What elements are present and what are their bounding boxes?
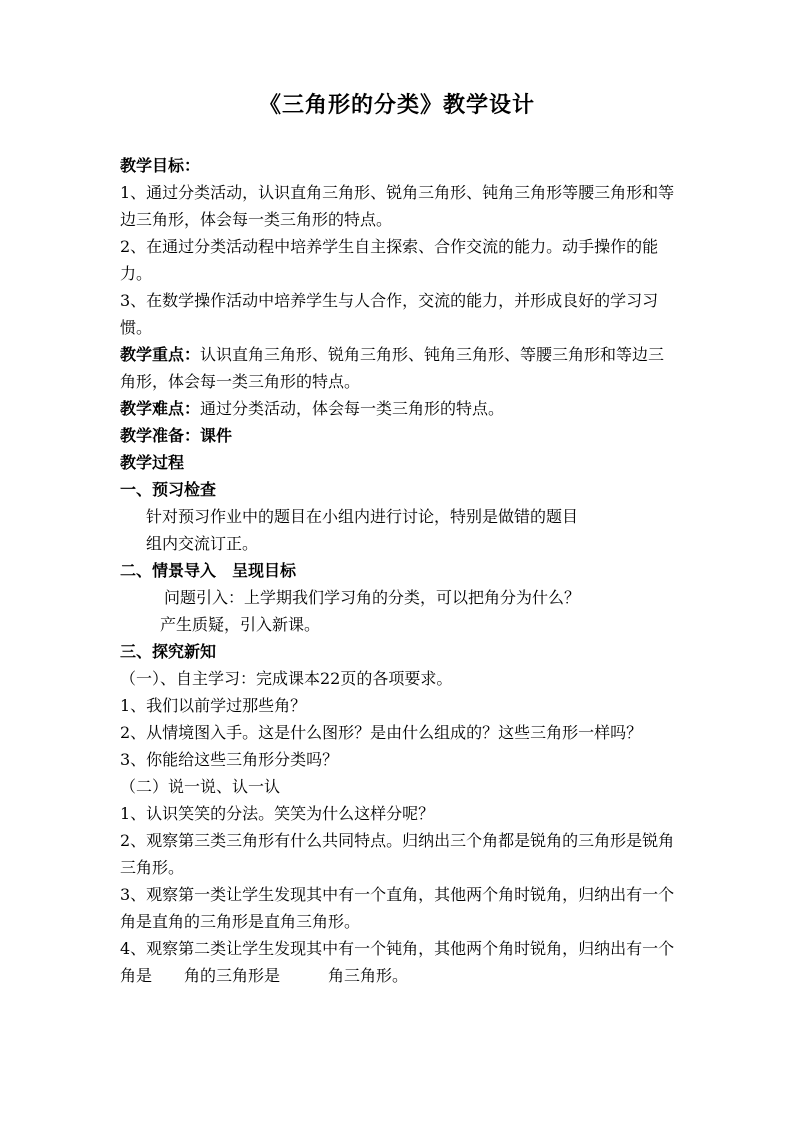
section-2-text-line-1: 问题引入：上学期我们学习角的分类，可以把角分为什么？ bbox=[164, 588, 581, 607]
subsection-2-heading: （二）说一说、认一认 bbox=[120, 777, 281, 796]
difficulty-label: 教学难点： bbox=[120, 399, 201, 418]
question-2: 2、从情境图入手。这是什么图形？是由什么组成的？这些三角形一样吗？ bbox=[120, 723, 643, 742]
key-points bbox=[120, 341, 680, 395]
goal-1: 1、通过分类活动，认识直角三角形、锐角三角形、钝角三角形等腰三角形和等边三角形，体会每一类三角形的特点。 bbox=[120, 183, 675, 229]
document-body bbox=[120, 152, 680, 989]
section-2-text-line-2: 产生质疑，引入新课。 bbox=[160, 615, 321, 634]
document-title: 《三角形的分类》教学设计 bbox=[258, 93, 535, 118]
step-1: 1、认识笑笑的分法。笑笑为什么这样分呢？ bbox=[120, 804, 435, 823]
goal-3: 3、在数学操作活动中培养学生与人合作，交流的能力，并形成良好的学习习惯。 bbox=[120, 291, 659, 337]
section-1-heading: 一、预习检查 bbox=[120, 480, 217, 499]
key-points-text: 认识直角三角形、锐角三角形、钝角三角形、等腰三角形和等边三角形，体会每一类三角形的特点。 bbox=[120, 345, 665, 391]
section-2-heading: 二、情景导入 呈现目标 bbox=[120, 561, 297, 580]
step-2: 2、观察第三类三角形有什么共同特点。归纳出三个角都是锐角的三角形是锐角三角形。 bbox=[120, 831, 675, 877]
step-4: 4、观察第二类让学生发现其中有一个钝角，其他两个角时锐角，归纳出有一个角是 角的三角形是 角三角形。 bbox=[120, 939, 675, 985]
goal-2: 2、在通过分类活动程中培养学生自主探索、合作交流的能力。动手操作的能力。 bbox=[120, 237, 659, 283]
difficulty bbox=[120, 395, 680, 422]
process-heading: 教学过程 bbox=[120, 453, 185, 472]
subsection-1-heading: （一）、自主学习：完成课本22页的各项要求。 bbox=[120, 669, 453, 688]
section-1-text-line-1: 针对预习作业中的题目在小组内进行讨论，特别是做错的题目 bbox=[146, 507, 579, 526]
question-1: 1、我们以前学过那些角？ bbox=[120, 696, 307, 715]
goals-heading: 教学目标： bbox=[120, 156, 201, 175]
difficulty-text: 通过分类活动，体会每一类三角形的特点。 bbox=[200, 399, 505, 418]
section-3-heading: 三、探究新知 bbox=[120, 642, 217, 661]
question-3: 3、你能给这些三角形分类吗？ bbox=[120, 750, 339, 769]
step-3: 3、观察第一类让学生发现其中有一个直角，其他两个角时锐角，归纳出有一个角是直角的三角形是直角三角形。 bbox=[120, 885, 675, 931]
preparation: 教学准备：课件 bbox=[120, 426, 233, 445]
section-1-text-line-2: 组内交流订正。 bbox=[146, 534, 259, 553]
key-points-label: 教学重点： bbox=[120, 345, 201, 364]
